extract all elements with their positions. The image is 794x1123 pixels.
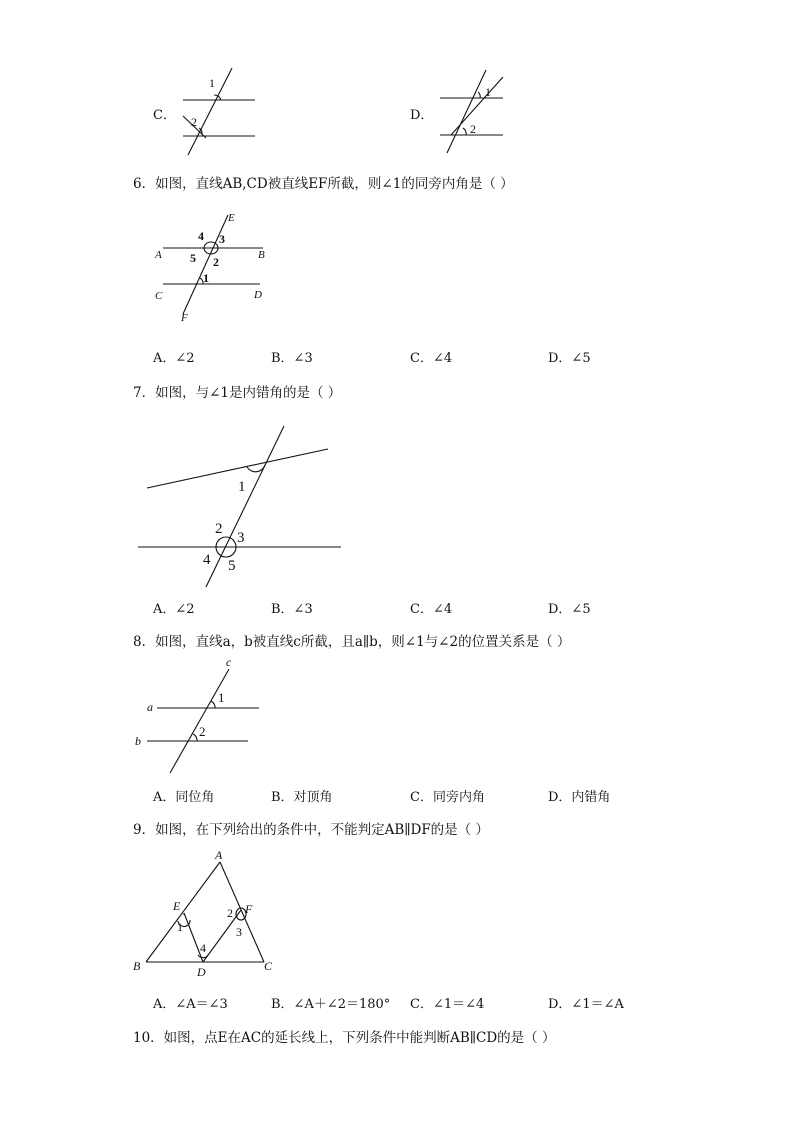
q8-label-b: b [135, 734, 141, 748]
q9-label-f: F [245, 902, 253, 916]
q7-label-4: 4 [203, 552, 211, 568]
q6-label-2: 2 [213, 255, 219, 269]
option-d-label: D． [410, 108, 434, 123]
q9-label-2: 2 [227, 906, 233, 920]
q7-label-1: 1 [238, 479, 246, 495]
q9-label-4: 4 [200, 941, 206, 955]
q8-option-a[interactable]: A．同位角 [153, 790, 215, 805]
q8-option-d[interactable]: D．内错角 [548, 790, 611, 805]
q6-option-d[interactable]: D．∠5 [548, 351, 591, 366]
q6-label-e: E [228, 212, 235, 224]
q8-label-2: 2 [199, 724, 206, 739]
d-angle1-label: 1 [485, 85, 491, 99]
q8-label-1: 1 [218, 690, 225, 705]
d-angle2-label: 2 [470, 122, 476, 136]
c-angle2-label: 2 [191, 115, 197, 129]
q9-option-c[interactable]: C．∠1＝∠4 [410, 997, 485, 1012]
question-6-text: 6．如图，直线AB,CD被直线EF所截，则∠1的同旁内角是（ ） [133, 176, 514, 192]
q6-label-5: 5 [190, 251, 196, 265]
q6-label-f: F [181, 312, 188, 324]
q9-label-a: A [215, 848, 223, 862]
q9-label-c: C [264, 959, 273, 973]
q7-option-a[interactable]: A．∠2 [153, 602, 195, 617]
question-9-text: 9．如图，在下列给出的条件中，不能判定AB∥DF的是（ ） [133, 822, 489, 838]
q8-option-b[interactable]: B．对顶角 [271, 790, 333, 805]
q7-label-2: 2 [215, 521, 223, 537]
q8-label-a: a [147, 700, 153, 714]
q9-label-d: D [197, 965, 206, 979]
q8-label-c: c [226, 655, 232, 669]
q6-label-1: 1 [203, 271, 209, 285]
q9-label-e: E [173, 899, 181, 913]
q6-option-a[interactable]: A．∠2 [153, 351, 195, 366]
option-c-label: C． [153, 108, 176, 123]
q6-label-3: 3 [219, 232, 225, 246]
question-8-text: 8．如图，直线a，b被直线c所截，且a∥b，则∠1与∠2的位置关系是（ ） [133, 634, 571, 650]
q6-label-4: 4 [198, 229, 204, 243]
q6-option-b[interactable]: B．∠3 [271, 351, 313, 366]
c-angle1-label: 1 [209, 76, 215, 90]
q6-label-d: D [254, 289, 262, 301]
q9-option-a[interactable]: A．∠A＝∠3 [153, 997, 228, 1012]
q7-option-b[interactable]: B．∠3 [271, 602, 313, 617]
q6-label-b: B [258, 249, 265, 261]
q9-option-b[interactable]: B．∠A＋∠2＝180° [271, 997, 391, 1012]
q9-option-d[interactable]: D．∠1＝∠A [548, 997, 624, 1012]
q7-option-c[interactable]: C．∠4 [410, 602, 453, 617]
q7-option-d[interactable]: D．∠5 [548, 602, 591, 617]
question-10-text: 10．如图，点E在AC的延长线上，下列条件中能判断AB∥CD的是（ ） [133, 1030, 556, 1046]
q7-label-3: 3 [237, 530, 245, 546]
q7-label-5: 5 [228, 558, 236, 574]
q6-option-c[interactable]: C．∠4 [410, 351, 453, 366]
q8-option-c[interactable]: C．同旁内角 [410, 790, 485, 805]
q6-label-c: C [155, 290, 163, 302]
q9-side-ab [146, 862, 220, 962]
q9-label-1: 1 [177, 920, 183, 934]
question-7-text: 7．如图，与∠1是内错角的是（ ） [133, 385, 342, 401]
q9-label-b: B [133, 959, 141, 973]
q6-label-a: A [155, 249, 162, 261]
q9-label-3: 3 [236, 925, 242, 939]
